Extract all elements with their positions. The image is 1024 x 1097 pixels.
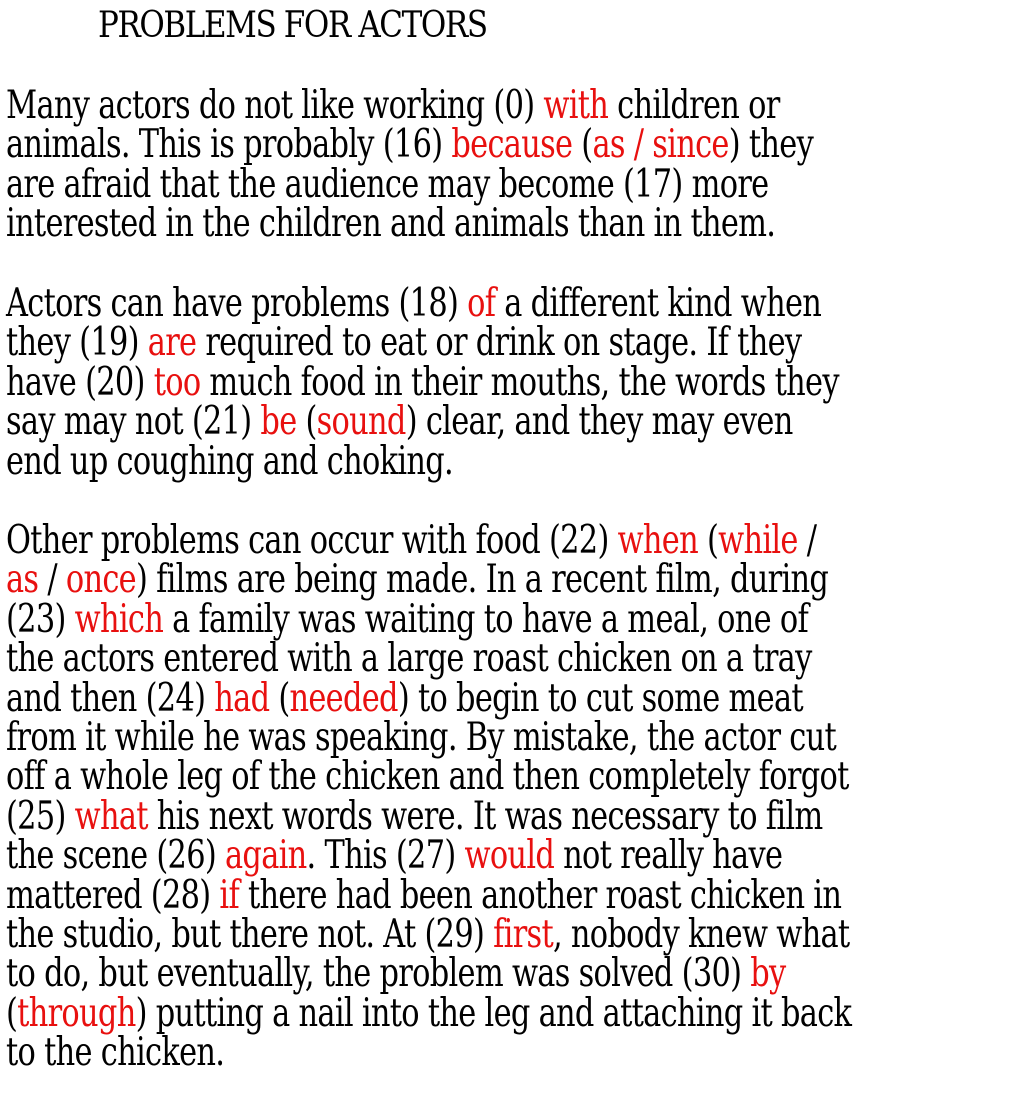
text-line (6, 714, 837, 760)
text-line (6, 161, 800, 207)
passage-text: his next words were. It was necessary to film (147, 793, 823, 839)
answer-word: of (467, 281, 496, 326)
passage-text: required to eat or drink on stage. If they (196, 320, 802, 366)
answer-word: had (214, 675, 270, 721)
answer-word: what (74, 793, 148, 839)
passage-text: ) putting a nail into the leg and attaching it back (135, 990, 852, 1036)
text-line (6, 833, 800, 879)
text-line (6, 438, 800, 484)
passage-text: the studio, but there not. At (29) (6, 911, 494, 957)
passage-text: Actors can have problems (18) (6, 281, 468, 326)
answer-word: as / since (592, 122, 729, 168)
text-line (6, 636, 812, 682)
passage-text: ) they (728, 122, 814, 168)
passage-text: Many actors do not like working (0) (6, 83, 544, 128)
passage-text: . This (27) (306, 833, 465, 879)
text-line (6, 754, 849, 800)
text-line (6, 951, 800, 997)
answer-word: when (617, 518, 699, 563)
text-line (6, 1030, 800, 1076)
passage-text: ( (698, 518, 719, 563)
text-line (6, 675, 803, 721)
text-line (6, 320, 802, 366)
answer-word: through (17, 990, 136, 1036)
passage-text: children or (608, 83, 780, 128)
answer-word: needed (289, 675, 398, 721)
passage-text: say may not (21) (6, 399, 261, 445)
answer-word: be (260, 399, 297, 445)
text-line (6, 359, 839, 405)
passage-text: end up coughing and choking. (6, 438, 454, 484)
passage-text: (25) (6, 793, 75, 839)
text-line (6, 793, 823, 839)
text-line (6, 518, 817, 563)
answer-word: because (451, 122, 573, 168)
text-line (6, 399, 800, 445)
passage-text: to do, but eventually, the problem was solved (30) (6, 951, 751, 997)
passage-text: the scene (26) (6, 833, 225, 879)
passage-text: ) films are being made. In a recent film, during (135, 557, 829, 603)
answer-word: as (6, 557, 39, 603)
answer-word: while (718, 518, 798, 563)
passage-text: animals. This is probably (16) (6, 122, 452, 168)
passage-text: they (19) (6, 320, 148, 366)
answer-word: again (224, 833, 307, 879)
text-line (6, 990, 852, 1036)
answer-word: would (464, 833, 555, 879)
passage-text: are afraid that the audience may become (17) (6, 161, 692, 207)
passage-text: have (20) (6, 359, 154, 405)
text-line (6, 201, 800, 247)
paragraph-3 (6, 518, 1024, 1076)
passage-text: a different kind when (495, 281, 822, 326)
text-line (6, 83, 800, 128)
page-title: PROBLEMS FOR ACTORS (98, 5, 487, 46)
text-line (6, 872, 842, 918)
passage-text: , nobody knew what (552, 911, 850, 957)
passage-text: much food in their mouths, the words they (200, 359, 839, 405)
passage-text: a family was waiting to have a meal, one of (163, 596, 809, 642)
answer-word: once (65, 557, 136, 603)
passage-text: not really have (554, 833, 783, 879)
answer-word: too (153, 359, 201, 405)
answer-word: sound (316, 399, 406, 445)
text-line (6, 281, 822, 326)
text-line (6, 911, 850, 957)
passage-text: there had been another roast chicken in (239, 872, 842, 918)
text-line (6, 557, 829, 603)
paragraph-1 (6, 83, 1024, 247)
paragraph-2 (6, 281, 1024, 484)
passage-text: / (38, 557, 66, 603)
passage-text: Other problems can occur with food (22) (6, 518, 618, 563)
passage-text: interested in the children and animals than in them. (6, 201, 776, 247)
answer-word: with (543, 83, 609, 128)
passage-text: the actors entered with a large roast chicken on a tray (6, 636, 812, 682)
passage-text: ( (572, 122, 593, 168)
passage-text: ( (296, 399, 317, 445)
answer-word: if (219, 872, 240, 918)
passage-text: (23) (6, 596, 75, 642)
passage-text: ) to begin to cut some meat (397, 675, 803, 721)
passage-text: and then (24) (6, 675, 215, 721)
passage-text: / (797, 518, 817, 563)
passage-text: to the chicken. (6, 1030, 225, 1076)
passage-text: off a whole leg of the chicken and then completely forgot (6, 754, 849, 800)
passage-text: ( (6, 990, 18, 1036)
text-line (6, 122, 814, 168)
passage-text: ) clear, and they may even (405, 399, 793, 445)
answer-word: which (74, 596, 164, 642)
answer-word: by (750, 951, 786, 997)
passage-text: from it while he was speaking. By mistake, the actor cut (6, 714, 837, 760)
answer-word: are (147, 320, 197, 366)
answer-word: first (493, 911, 553, 957)
passage-text: mattered (28) (6, 872, 220, 918)
passage-text: ( (269, 675, 290, 721)
text-line (6, 596, 809, 642)
passage-text: more (691, 161, 769, 207)
